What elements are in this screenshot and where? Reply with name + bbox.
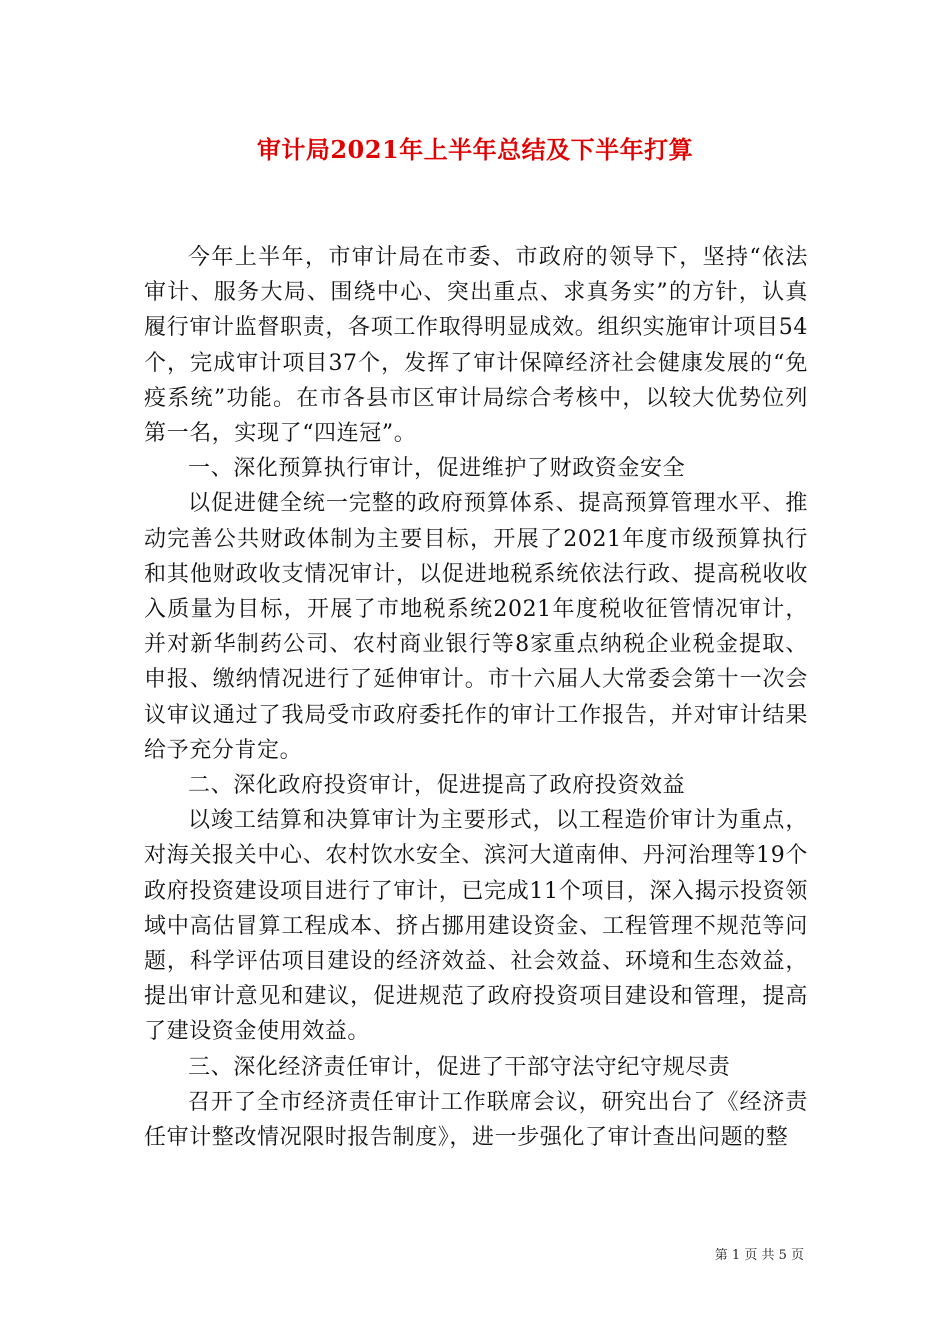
paragraph-section-3: 召开了全市经济责任审计工作联席会议，研究出台了《经济责任审计整改情况限时报告制度》，进一步强化了审计查出问题的整: [144, 1089, 808, 1151]
paragraph-section-1: 以促进健全统一完整的政府预算体系、提高预算管理水平、推动完善公共财政体制为主要目标，开展了2021年度市级预算执行和其他财政收支情况审计，以促进地税系统依法行政、提高税收收入质量为目标，开展了市地税系统2021年度税收征管情况审计，并对新华制药公司、农村商业银行等8家重点纳税企业税金提取、申报、缴纳情况进行了延伸审计。市十六届人大常委会第十一次会议审议通过了我局受市政府委托作的审计工作报告，并对审计结果给予充分肯定。: [144, 491, 808, 763]
section-heading-3: 三、深化经济责任审计，促进了干部守法守纪守规尽责: [188, 1054, 731, 1080]
document-title: 审计局2021年上半年总结及下半年打算: [256, 135, 694, 164]
section-heading-2: 二、深化政府投资审计，促进提高了政府投资效益: [188, 773, 686, 799]
page-number: 第 1 页 共 5 页: [714, 1248, 804, 1263]
section-heading-1: 一、深化预算执行审计，促进维护了财政资金安全: [188, 456, 686, 482]
document-body: [144, 240, 808, 1155]
paragraph-section-2: 以竣工结算和决算审计为主要形式，以工程造价审计为重点，对海关报关中心、农村饮水安全、滨河大道南伸、丹河治理等19个政府投资建设项目进行了审计，已完成11个项目，深入揭示投资领域中高估冒算工程成本、挤占挪用建设资金、工程管理不规范等问题，科学评估项目建设的经济效益、社会效益、环境和生态效益，提出审计意见和建议，促进规范了政府投资项目建设和管理，提高了建设资金使用效益。: [144, 808, 808, 1045]
paragraph-intro: 今年上半年，市审计局在市委、市政府的领导下，坚持“依法审计、服务大局、围绕中心、突出重点、求真务实”的方针，认真履行审计监督职责，各项工作取得明显成效。组织实施审计项目54个，完成审计项目37个，发挥了审计保障经济社会健康发展的“免疫系统”功能。在市各县市区审计局综合考核中，以较大优势位列第一名，实现了“四连冠”。: [144, 245, 808, 447]
